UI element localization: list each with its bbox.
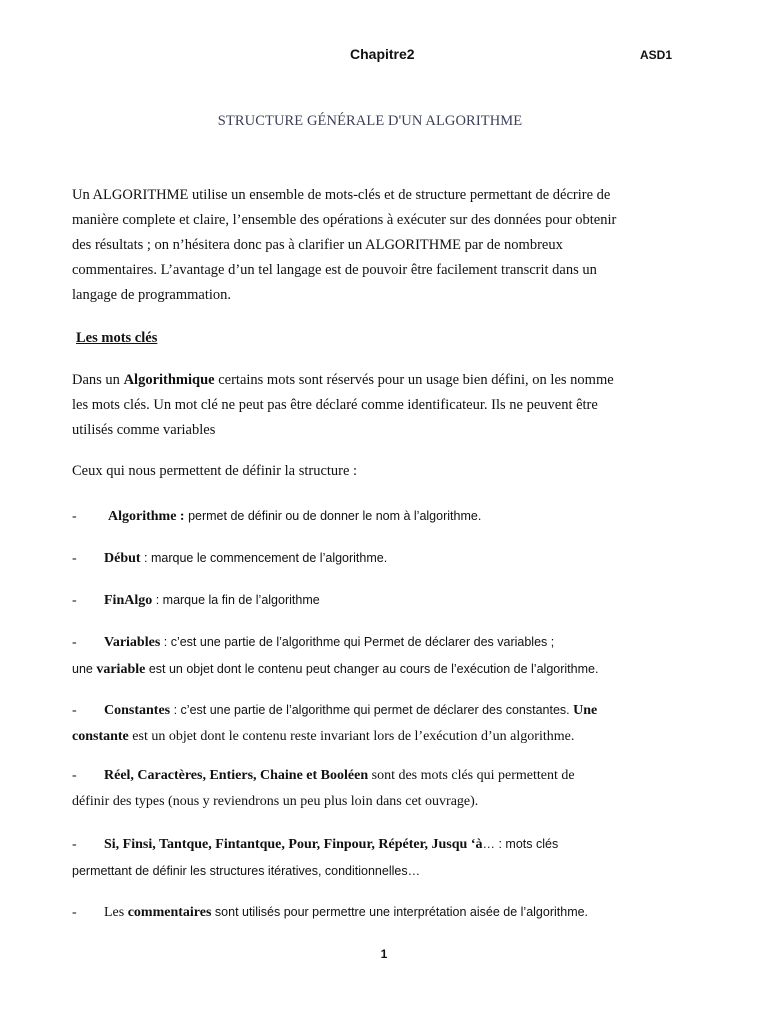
item-line — [72, 697, 712, 724]
text: est un objet dont le contenu reste invariant lors de l’exécution d’un algorithme. — [128, 729, 575, 744]
section-heading: Les mots clés — [76, 330, 158, 346]
list-item-commentaires — [72, 899, 712, 926]
structure-intro: Ceux qui nous permettent de définir la structure : — [72, 463, 358, 479]
intro-line: manière complete et claire, l’ensemble des opérations à exécuter sur des données pour obtenir — [72, 212, 617, 228]
keyword: Algorithme : — [108, 509, 185, 524]
keyword: Début — [104, 551, 141, 566]
bold-term: constante — [72, 729, 129, 744]
list-item-variables — [72, 629, 712, 683]
text: est un objet dont le contenu peut changer au cours de l’exécution de l’algorithme. — [145, 662, 599, 676]
chapter-label: Chapitre2 — [350, 46, 415, 62]
intro-line: commentaires. L’avantage d’un tel langage est de pouvoir être facilement transcrit dans un — [72, 262, 597, 278]
bold-term: variable — [96, 662, 146, 677]
item-desc: … : mots clés — [482, 837, 559, 851]
bullet-dash: - — [72, 837, 77, 852]
course-code: ASD1 — [640, 48, 673, 62]
keyword: Variables — [104, 635, 161, 650]
bold-term: Algorithmique — [123, 372, 215, 388]
bold-term: Une — [573, 703, 598, 718]
item-desc: : marque la fin de l’algorithme — [152, 593, 320, 607]
list-item-finalgo — [72, 587, 712, 614]
item-line — [72, 831, 712, 858]
item-line: permettant de définir les structures itératives, conditionnelles… — [72, 864, 421, 878]
keyword: Réel, Caractères, Entiers, Chaine et Booléen — [104, 768, 369, 783]
list-item-constantes — [72, 697, 712, 750]
document-title: STRUCTURE GÉNÉRALE D'UN ALGORITHME — [217, 113, 523, 129]
bullet-dash: - — [72, 509, 77, 524]
keywords-line — [72, 368, 692, 393]
item-line: définir des types (nous y reviendrons un peu plus loin dans cet ouvrage). — [72, 794, 479, 809]
text: certains mots sont réservés pour un usage bien défini, on les nomme — [214, 372, 614, 388]
item-desc: sont des mots clés qui permettent de — [368, 768, 575, 783]
item-desc: : c’est une partie de l’algorithme qui permet de déclarer des constantes. — [170, 703, 574, 717]
item-line — [72, 724, 712, 750]
item-desc: : marque le commencement de l’algorithme. — [140, 551, 388, 565]
item-desc: : c’est une partie de l’algorithme qui Permet de déclarer des variables ; — [160, 635, 555, 649]
bullet-dash: - — [72, 635, 77, 650]
item-line — [72, 763, 712, 789]
bullet-dash: - — [72, 905, 77, 920]
bullet-dash: - — [72, 703, 77, 718]
text: Les — [104, 905, 128, 920]
item-line — [72, 629, 712, 656]
list-item-algorithme — [72, 503, 712, 530]
text: Dans un — [72, 372, 124, 388]
keywords-paragraph — [72, 368, 692, 443]
item-desc: permet de définir ou de donner le nom à l’algorithme. — [184, 509, 482, 523]
page-number: 1 — [380, 947, 388, 961]
keyword: Constantes — [104, 703, 171, 718]
intro-line: Un ALGORITHME utilise un ensemble de mots-clés et de structure permettant de décrire de — [72, 187, 611, 203]
bullet-dash: - — [72, 593, 77, 608]
list-item-types — [72, 763, 712, 815]
item-desc: sont utilisés pour permettre une interprétation aisée de l’algorithme. — [211, 905, 589, 919]
bullet-dash: - — [72, 551, 77, 566]
item-line — [72, 656, 712, 683]
list-item-controle — [72, 831, 712, 884]
bullet-dash: - — [72, 768, 77, 783]
list-item-debut — [72, 545, 712, 572]
intro-line: des résultats ; on n’hésitera donc pas à clarifier un ALGORITHME par de nombreux — [72, 237, 563, 253]
keyword: Si, Finsi, Tantque, Fintantque, Pour, Finpour, Répéter, Jusqu ‘à — [104, 837, 483, 852]
text: une — [72, 662, 97, 676]
keywords-line: les mots clés. Un mot clé ne peut pas être déclaré comme identificateur. Ils ne peuvent être — [72, 397, 598, 413]
intro-line: langage de programmation. — [72, 287, 232, 303]
keyword: FinAlgo — [104, 593, 153, 608]
keywords-line: utilisés comme variables — [72, 422, 216, 438]
keyword: commentaires — [127, 905, 212, 920]
intro-paragraph — [72, 183, 692, 308]
